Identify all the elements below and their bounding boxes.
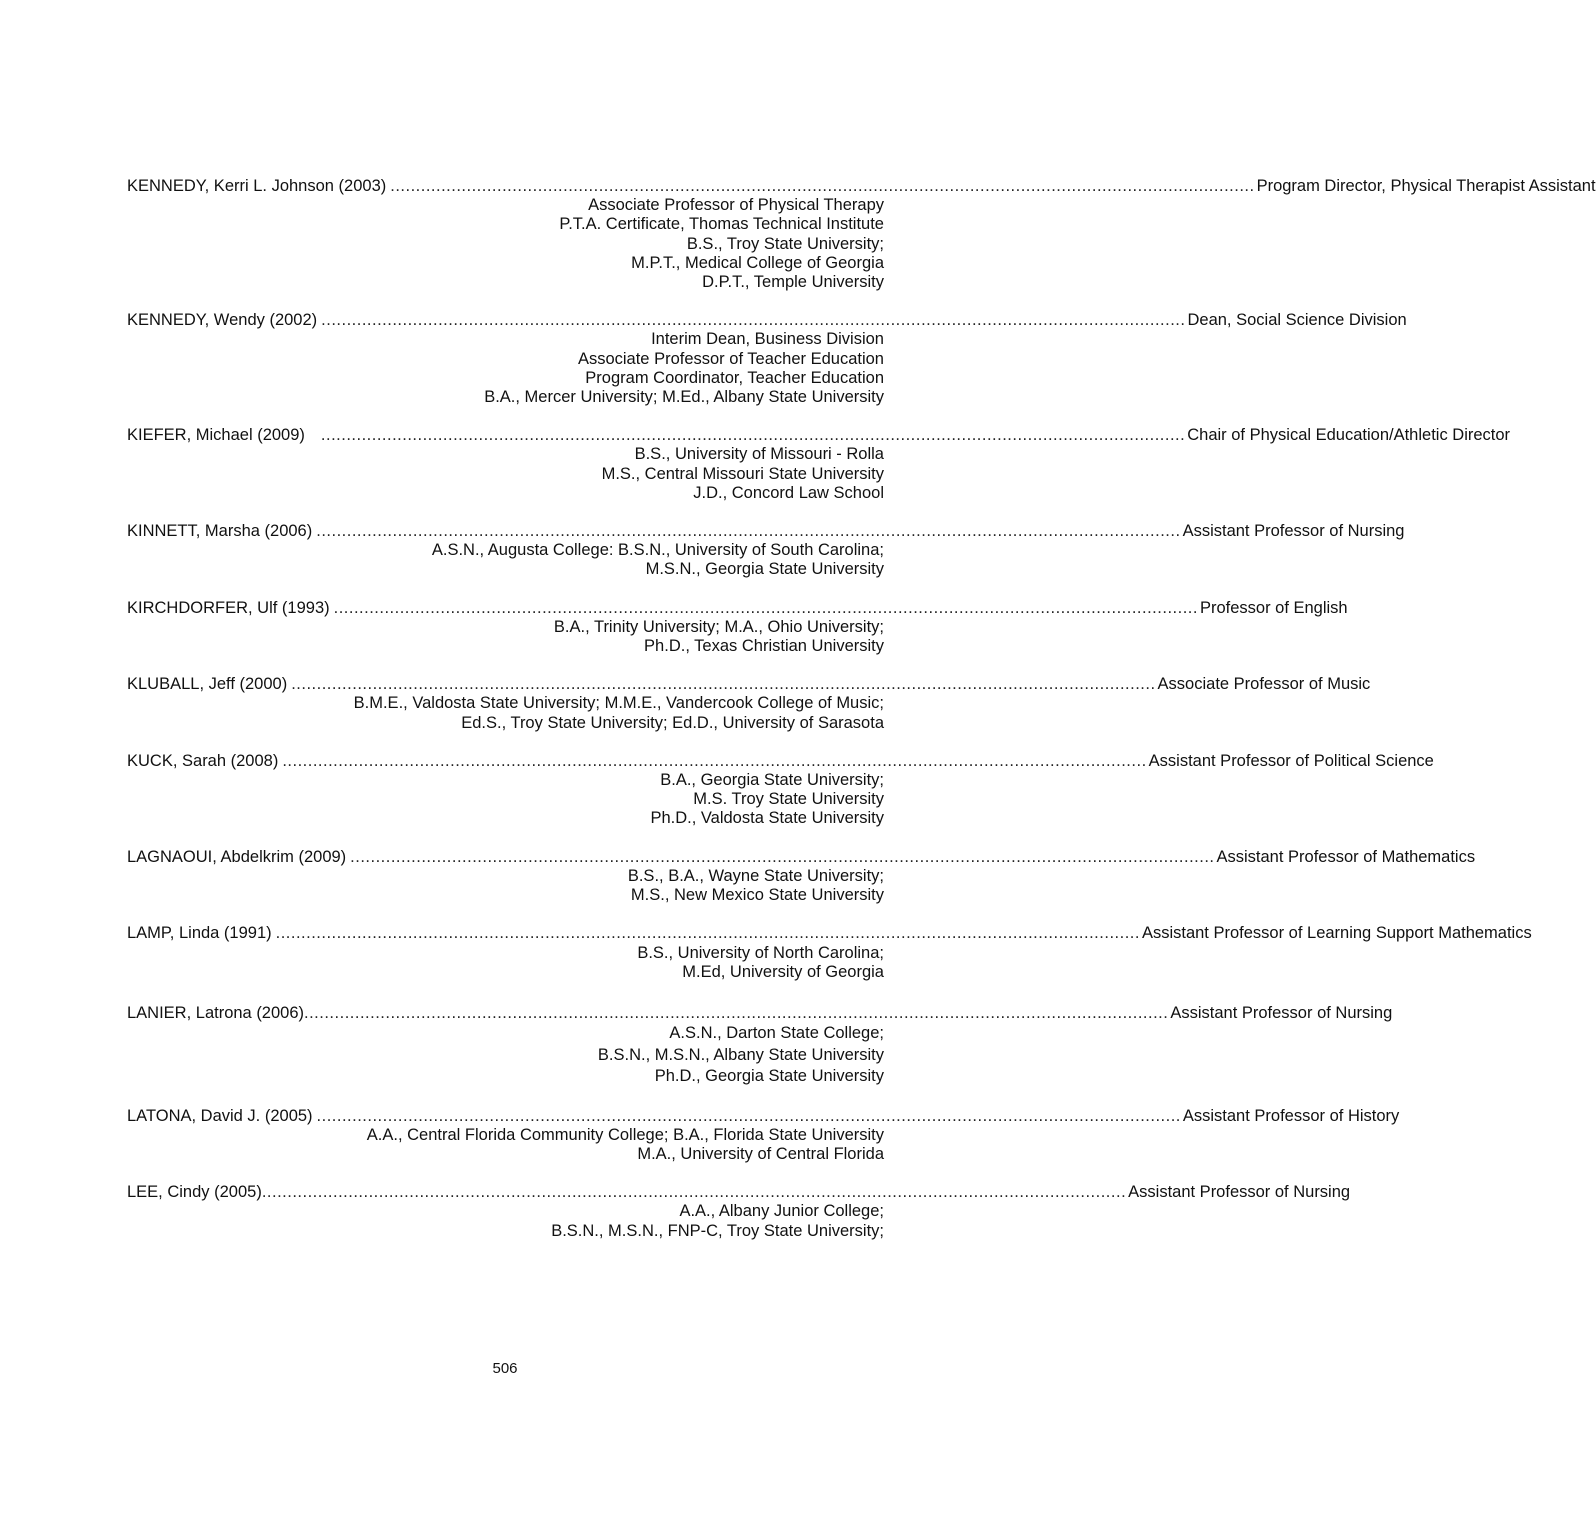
credential-line: B.S.N., M.S.N., Albany State University — [597, 1045, 884, 1064]
dot-leader: .......................................................................................................................................................................... — [390, 177, 1255, 195]
credential-line: B.S.N., M.S.N., FNP-C, Troy State University; — [551, 1221, 884, 1240]
dot-leader: .......................................................................................................................................................................... — [316, 1106, 1181, 1125]
credential-line: B.S., University of Missouri - Rolla — [634, 445, 884, 464]
faculty-entry-latona — [127, 1106, 1400, 1165]
faculty-title: Assistant Professor of Learning Support Mathematics — [1141, 924, 1532, 943]
dot-leader: .......................................................................................................................................................................... — [333, 598, 1198, 617]
credential-line: M.S., New Mexico State University — [630, 886, 884, 905]
credential-line: M.A., University of Central Florida — [637, 1145, 884, 1164]
credential-line: B.S., Troy State University; — [686, 234, 884, 253]
dot-leader: .......................................................................................................................................................................... — [350, 847, 1215, 866]
dot-leader: .......................................................................................................................................................................... — [291, 675, 1156, 694]
faculty-entry-kluball — [127, 675, 1371, 733]
credential-line: Ph.D., Georgia State University — [654, 1067, 884, 1086]
credential-line: A.S.N., Darton State College; — [669, 1024, 884, 1043]
faculty-title: Professor of English — [1199, 598, 1348, 617]
credential-line: D.P.T., Temple University — [702, 273, 884, 292]
faculty-entry-lanier — [127, 1003, 1393, 1088]
faculty-entry-lee — [127, 1183, 1351, 1241]
credential-line: Associate Professor of Teacher Education — [577, 349, 884, 368]
faculty-name: LAMP, Linda (1991) — [127, 924, 272, 943]
credential-line: B.M.E., Valdosta State University; M.M.E., Vandercook College of Music; — [353, 694, 884, 713]
faculty-name: KENNEDY, Wendy (2002) — [127, 311, 318, 330]
credential-line: M.S. Troy State University — [693, 790, 884, 809]
faculty-title: Assistant Professor of Mathematics — [1216, 847, 1476, 866]
credential-line: Ph.D., Texas Christian University — [644, 637, 884, 656]
credential-line: P.T.A. Certificate, Thomas Technical Institute — [559, 215, 884, 234]
faculty-title: Chair of Physical Education/Athletic Director — [1187, 426, 1511, 445]
dot-leader: .......................................................................................................................................................................... — [275, 924, 1140, 943]
faculty-entry-lagnaoui — [127, 847, 1476, 906]
faculty-title: Dean, Social Science Division — [1187, 311, 1407, 330]
credential-line: J.D., Concord Law School — [693, 483, 884, 502]
faculty-name: KLUBALL, Jeff (2000) — [127, 675, 288, 694]
credential-line: M.S.N., Georgia State University — [645, 560, 884, 579]
credential-line: Ed.S., Troy State University; Ed.D., University of Sarasota — [461, 713, 884, 732]
credential-line: A.A., Central Florida Community College; B.A., Florida State University — [366, 1125, 884, 1144]
faculty-entry-kiefer — [127, 426, 1511, 503]
dot-leader: .......................................................................................................................................................................... — [316, 522, 1181, 541]
credential-line: B.A., Georgia State University; — [660, 771, 884, 790]
faculty-name: KIEFER, Michael (2009) — [127, 426, 305, 445]
dot-leader: .......................................................................................................................................................................... — [320, 426, 1186, 445]
credential-line: Ph.D., Valdosta State University — [650, 809, 884, 828]
faculty-name: LEE, Cindy (2005) — [127, 1183, 262, 1202]
credential-line: M.Ed, University of Georgia — [682, 962, 884, 981]
credential-line: M.S., Central Missouri State University — [601, 464, 884, 483]
faculty-title: Associate Professor of Music — [1157, 675, 1371, 694]
dot-leader: .......................................................................................................................................................................... — [261, 1183, 1127, 1202]
page-number: 506 — [492, 1360, 518, 1377]
credential-line: B.S., B.A., Wayne State University; — [627, 866, 884, 885]
faculty-entry-kennedy-kerri — [127, 177, 1596, 292]
faculty-name: KINNETT, Marsha (2006) — [127, 522, 313, 541]
credential-line: B.S., University of North Carolina; — [637, 943, 884, 962]
faculty-name: LATONA, David J. (2005) — [127, 1106, 313, 1125]
credential-line: Interim Dean, Business Division — [651, 330, 884, 349]
credential-line: Program Coordinator, Teacher Education — [585, 368, 884, 387]
faculty-title: Assistant Professor of Nursing — [1128, 1183, 1351, 1202]
faculty-title: Program Director, Physical Therapist Assistant — [1256, 177, 1596, 195]
credential-line: A.S.N., Augusta College: B.S.N., University of South Carolina; — [431, 541, 884, 560]
faculty-entry-lamp — [127, 924, 1532, 982]
credential-line: M.P.T., Medical College of Georgia — [631, 253, 884, 272]
credential-line: Associate Professor of Physical Therapy — [588, 196, 884, 215]
faculty-entry-kennedy-wendy — [127, 311, 1407, 407]
faculty-title: Assistant Professor of Nursing — [1170, 1003, 1393, 1022]
credential-line: A.A., Albany Junior College; — [679, 1202, 884, 1221]
faculty-name: KENNEDY, Kerri L. Johnson (2003) — [127, 177, 387, 195]
faculty-entry-kirchdorfer — [127, 598, 1348, 657]
faculty-title: Assistant Professor of Political Science — [1148, 751, 1434, 770]
dot-leader: .......................................................................................................................................................................... — [304, 1003, 1169, 1022]
dot-leader: .......................................................................................................................................................................... — [282, 751, 1147, 770]
faculty-entry-kinnett — [127, 522, 1405, 580]
faculty-name: KIRCHDORFER, Ulf (1993) — [127, 598, 330, 617]
faculty-entry-kuck — [127, 751, 1434, 829]
faculty-name: LANIER, Latrona (2006) — [127, 1003, 305, 1022]
faculty-directory — [127, 177, 1596, 1260]
faculty-title: Assistant Professor of History — [1182, 1106, 1400, 1125]
faculty-title: Assistant Professor of Nursing — [1182, 522, 1405, 541]
credential-line: B.A., Mercer University; M.Ed., Albany State University — [484, 388, 884, 407]
faculty-name: LAGNAOUI, Abdelkrim (2009) — [127, 847, 347, 866]
faculty-name: KUCK, Sarah (2008) — [127, 751, 279, 770]
dot-leader: .......................................................................................................................................................................... — [321, 311, 1186, 330]
credential-line: B.A., Trinity University; M.A., Ohio University; — [553, 617, 884, 636]
